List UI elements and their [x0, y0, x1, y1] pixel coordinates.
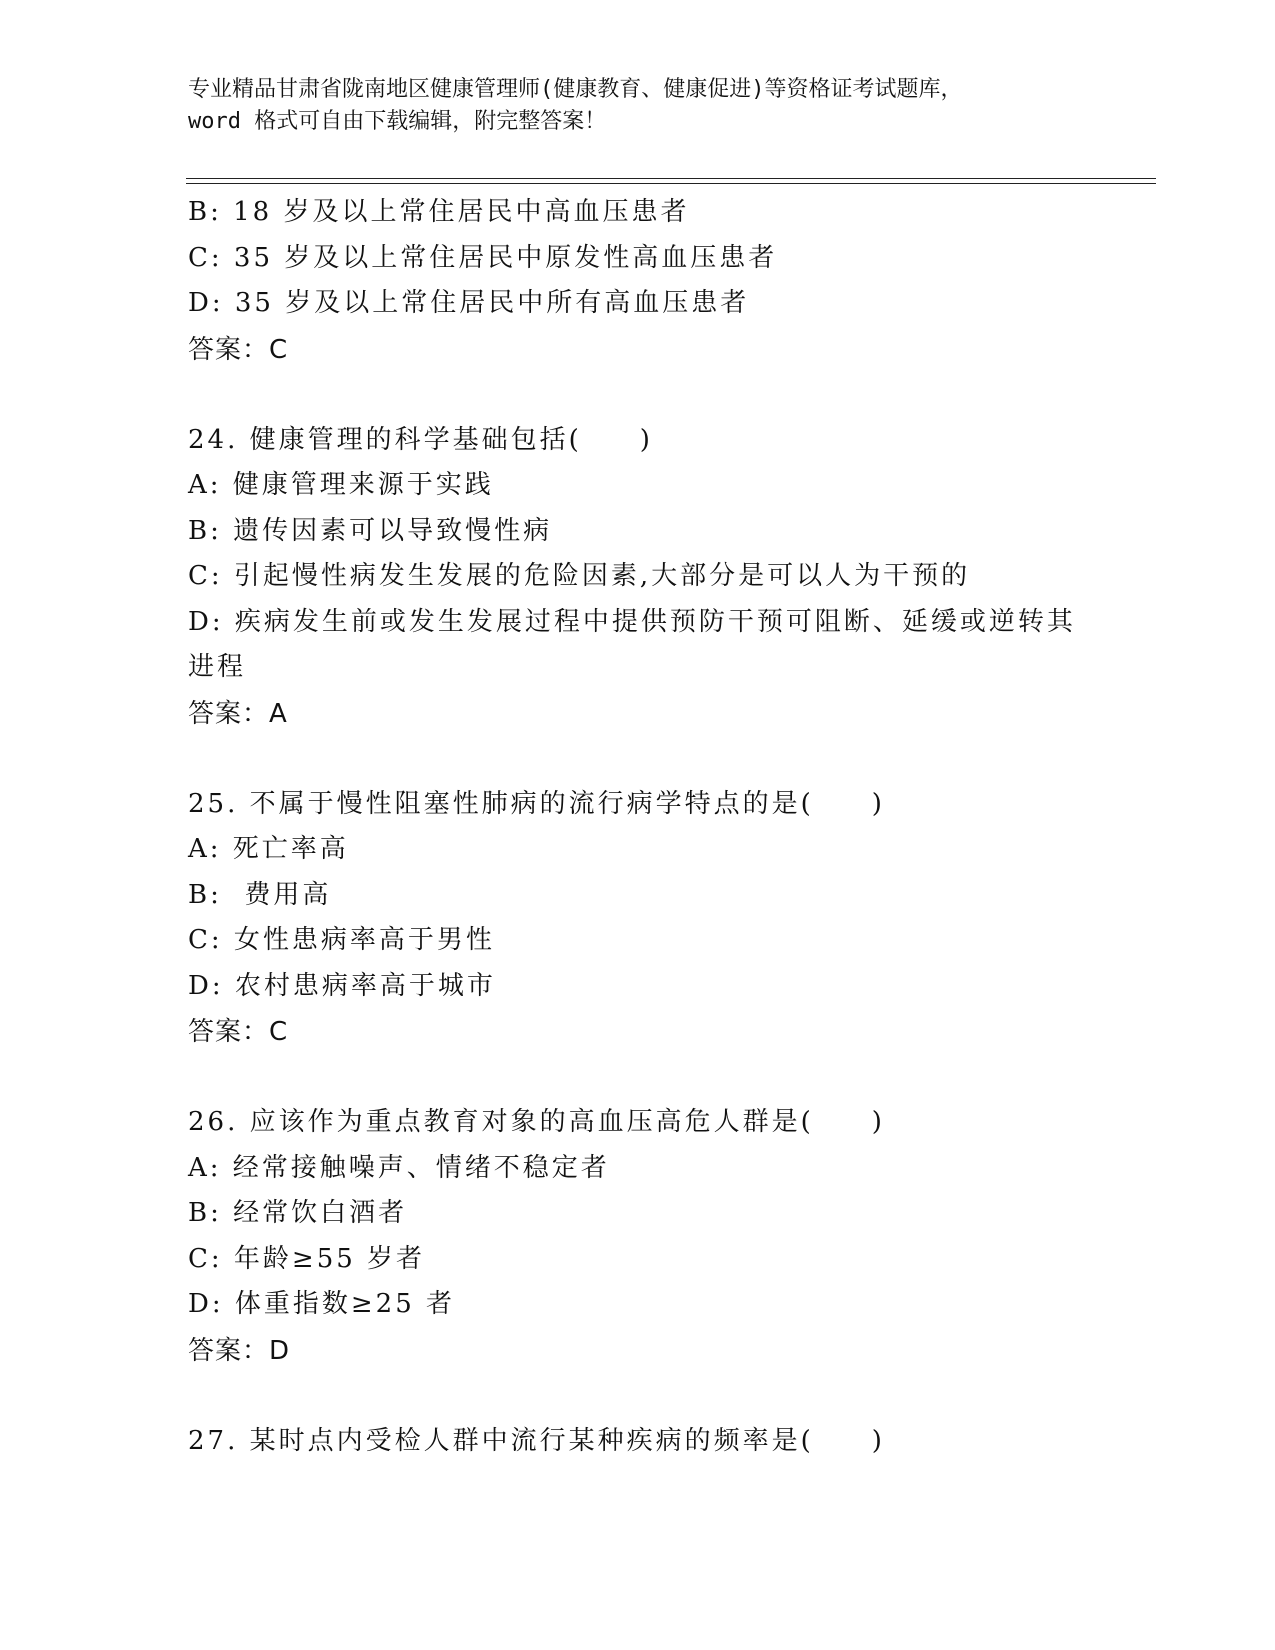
question-27: [188, 1419, 1088, 1465]
question-stem: 27. 某时点内受检人群中流行某种疾病的频率是( ): [188, 1425, 885, 1456]
header-divider-top: [186, 178, 1156, 179]
question-26: [188, 1100, 1088, 1374]
option-a: A: 经常接触噪声、情绪不稳定者: [188, 1152, 610, 1183]
question-24: [188, 418, 1088, 737]
option-b: B: 18 岁及以上常住居民中高血压患者: [188, 197, 690, 227]
option-b: B: 遗传因素可以导致慢性病: [188, 515, 553, 546]
question-list: [188, 190, 1088, 1464]
spacer: [188, 737, 1088, 782]
answer: 答案：A: [188, 698, 288, 729]
option-d: D: 疾病发生前或发生发展过程中提供预防干预可阻断、延缓或逆转其: [188, 606, 1076, 637]
question-stem: 24. 健康管理的科学基础包括( ): [188, 424, 653, 455]
option-a: A: 死亡率高: [188, 834, 349, 864]
header-line-1: 专业精品甘肃省陇南地区健康管理师(健康教育、健康促进)等资格证考试题库，: [188, 77, 963, 102]
answer: 答案：C: [188, 1017, 289, 1047]
spacer: [188, 1374, 1088, 1419]
spacer: [188, 1055, 1088, 1100]
question-stem: 26. 应该作为重点教育对象的高血压高危人群是( ): [188, 1107, 885, 1137]
option-c: C: 35 岁及以上常住居民中原发性高血压患者: [188, 242, 778, 273]
option-b: B: 经常饮白酒者: [188, 1198, 408, 1228]
option-b: B: 费用高: [188, 879, 332, 910]
answer: 答案：C: [188, 334, 289, 365]
spacer: [188, 373, 1088, 418]
option-c: C: 引起慢性病发生发展的危险因素,大部分是可以人为干预的: [188, 561, 971, 591]
question-25: [188, 782, 1088, 1056]
option-c: C: 女性患病率高于男性: [188, 925, 495, 955]
document-header: [188, 74, 1068, 138]
option-d: D: 35 岁及以上常住居民中所有高血压患者: [188, 288, 750, 318]
option-a: A: 健康管理来源于实践: [188, 470, 494, 500]
header-divider-bottom: [186, 183, 1156, 184]
option-c: C: 年龄≥55 岁者: [188, 1243, 426, 1274]
option-d-continued: 进程: [188, 652, 247, 682]
header-line-2: word 格式可自由下载编辑，附完整答案！: [188, 109, 607, 134]
question-23: [188, 190, 1088, 373]
option-d: D: 农村患病率高于城市: [188, 970, 496, 1001]
option-d: D: 体重指数≥25 者: [188, 1289, 456, 1319]
question-stem: 25. 不属于慢性阻塞性肺病的流行病学特点的是( ): [188, 788, 885, 819]
answer: 答案：D: [188, 1335, 291, 1366]
